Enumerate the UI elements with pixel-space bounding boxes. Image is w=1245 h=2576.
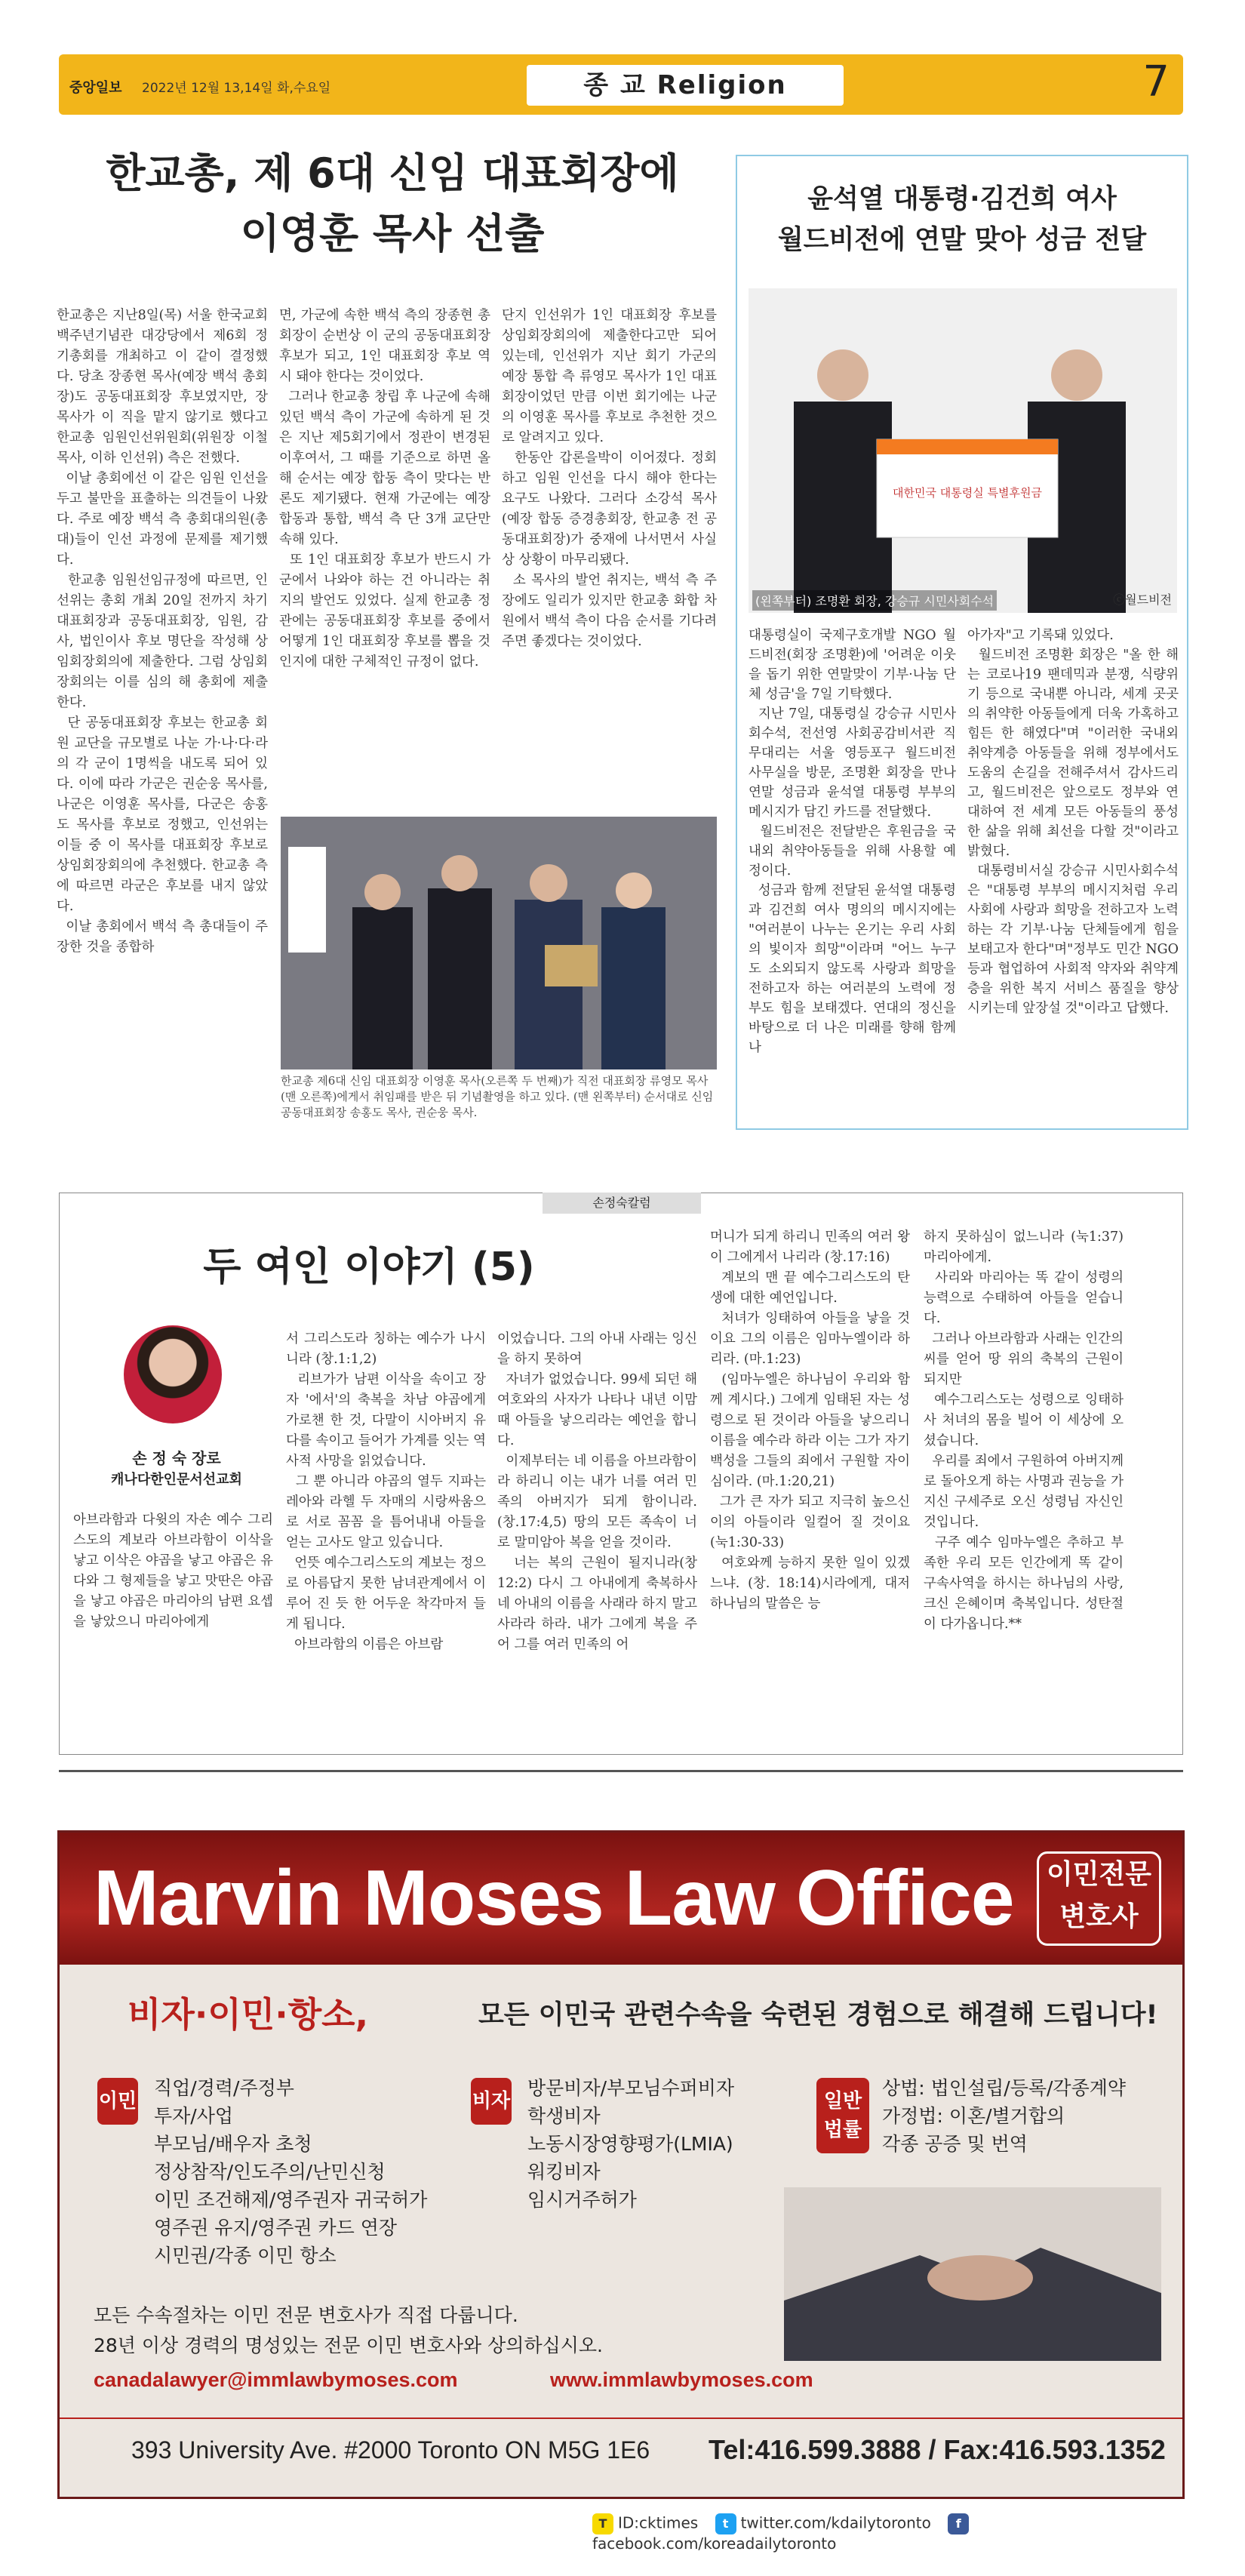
column-col0: 아브라함과 다윗의 자손 예수 그리스도의 계보라 아브라함이 이삭을 낳고 이삭은 야곱을 낳고 야곱은 유다와 그 형제들을 낳고 맛딴은 야곱을 낳고 야곱은 마리아의 남편 요셉을 낳았으니 마리아에게	[73, 1513, 278, 1630]
article1-col1: 한교총은 지난8일(목) 서울 한국교회백주년기념관 대강당에서 제6회 정기총회를 개최하고 이 같이 결정했다. 당초 장종현 목사(예장 백석 총회장)도 공동대표회장 후보였지만, 장 목사가 이 직을 맡지 않기로 했다고 한교총 임원인선위원회(위원장 이철 목사, 이하 인선위) 측은 전했다. 이날 총회에선 이 같은 임원 인선을 두고 불만을 표출하는 의견들이 나왔다. 주로 예장 백석 측 총회대의원(총대)들이 인선 과정에 문제를 제기했다. 한교총 임원선임규정에 따르면, 인선위는 총회 개최 20일 전까지 차기 대표회장과 공동대표회장, 임원, 감사, 법인이사 후보 명단을 작성해 상임회장회의에 제출한다. 그럼 상임회장회의는 이를 심의 해 총회에 제출한다. 단 공동대표회장 후보는 한교총 회원 교단을 규모별로 나눈 가·나·다·라의 각 군이 1명씩을 내도록 되어 있다. 이에 따라 가군은 권순웅 목사를, 나군은 이영훈 목사를, 다군은 송홍도 목사를 후보로 정했고, 인선위는 이들 중 이 목사를 대표회장 후보로 상임회장회의에 추천했다. 한교총 측에 따르면 라군은 후보를 내지 않았다. 이날 총회에서 백석 측 총대들이 주장한 것을 종합하	[57, 308, 268, 955]
column-col1: 서 그리스도라 칭하는 예수가 나시니라 (창.1:1,2) 리브가가 남편 이삭을 속이고 장자 '에서'의 축복을 차남 야곱에게 가로챈 한 것, 다말이 시아버지 유다를 속이고 들어가 가계를 잇는 역사적 사망을 읽었습니다. 그 뿐 아니라 야곱의 열두 지파는 레아와 라헬 두 자매의 시랑싸움으로 서로 꼼꼼 을 틈어내내 아들을 얻는 고사도 알고 있습니다. 언뜻 예수그리스도의 계보는 정으로 아름답지 못한 남녀관계에서 이루어 진 듯 한 어두운 착각마저 들게 됩니다. 아브라함의 이름은 아브람	[286, 1331, 486, 1652]
ad-banner	[60, 1833, 1182, 1965]
author-church: 캐나다한인문서선교회	[111, 1472, 242, 1488]
article1-title-line2: 이영훈 목사 선출	[240, 210, 545, 257]
law-office-ad	[57, 1830, 1185, 2499]
article2-title-line2: 월드비전에 연말 맞아 성금 전달	[777, 225, 1147, 255]
ad-badge	[1037, 1851, 1161, 1946]
column-label: 손정숙칼럼	[543, 1193, 701, 1214]
column-title: 두 여인 이야기 (5)	[203, 1245, 535, 1290]
article1-col3: 단지 인선위가 1인 대표회장 후보를 상임회장회의에 제출한다고만 되어 있는데, 인선위가 지난 회기 가군의 예장 통합 측 류영모 목사가 1인 대표회장이었던 만큼 이번 회기에는 나군의 이영훈 목사를 후보로 추천한 것으로 알려지고 있다. 한동안 갑론을박이 이어졌다. 정회하고 임원 인선을 다시 해야 한다는 요구도 나왔다. 그러다 소강석 목사(예장 합동 증경총회장, 한교총 전 공동대표회장)가 중재에 나서면서 사실상 상황이 마무리됐다. 소 목사의 발언 취지는, 백석 측 주장에도 일리가 있지만 한교총 화합 차원에서 백석 측이 다음 순서를 기다려주면 좋겠다는 것이었다.	[502, 308, 717, 649]
kakaotalk-icon: T	[592, 2513, 613, 2534]
article2-box	[736, 155, 1188, 1130]
column-col4: 하지 못하심이 없느니라 (눅1:37)마리아에게. 사리와 마리아는 똑 같이 성령의 능력으로 수태하여 아들을 얻습니다. 그러나 아브라함과 사래는 인간의 씨를 얻어 땅 위의 축복의 근원이 되지만 예수그리스도는 성령으로 잉태하사 처녀의 몸을 빌어 이 세상에 오셨습니다. 우리를 죄에서 구원하여 아버지께로 돌아오게 하는 사명과 권능을 가지신 구세주로 오신 성령님 자신인 것입니다. 구주 예수 임마누엘은 추하고 부족한 우리 모든 인간에게 똑 같이 구속사역을 하시는 하나님의 사랑, 크신 은혜이며 축복입니다. 성탄절이 다가옵니다.**	[924, 1230, 1124, 1632]
article2-caption-left: (왼쪽부터) 조명환 회장, 강승규 시민사회수석	[752, 590, 997, 611]
kakao-id[interactable]: ID:cktimes	[618, 2513, 699, 2532]
list-general-law: 상법: 법인설립/등록/각종계약 가정법: 이혼/별거합의 각종 공증 및 번역	[882, 2077, 1127, 2155]
ad-headline-red: 비자·이민·항소,	[128, 1994, 369, 2035]
page-header	[59, 54, 1183, 115]
article1-col2: 면, 가군에 속한 백석 측의 장종현 총회장이 순번상 이 군의 공동대표회장 후보가 되고, 1인 대표회장 후보 역시 돼야 한다는 것이었다. 그러나 한교총 창립 후 나군에 속해 있던 백석 측이 가군에 속하게 된 것은 지난 제5회기에서 정관이 변경된 이후여서, 그 때를 기준으로 하면 올해 순서는 예장 합동 측이 맞다는 반론도 제기됐다. 현재 가군에는 예장 합동과 통합, 백석 측 단 3개 교단만 속해 있다. 또 1인 대표회장 후보가 반드시 가군에서 나와야 하는 건 아니라는 취지의 발언도 있었다. 실제 한교총 정관에는 공동대표회장 후보를 중에서 어떻게 1인 대표회장 후보를 뽑을 것인지에 대한 구체적인 규정이 없다.	[279, 308, 490, 669]
article1-photo	[281, 817, 717, 1069]
column-col3: 머니가 되게 하리니 민족의 여러 왕이 그에게서 나리라 (창.17:16) 계보의 맨 끝 예수그리스도의 탄생에 대한 예언입니다. 처녀가 잉태하여 아들을 낳을 것이요 그의 이름은 임마누엘이라 하리라. (마.1:23) (임마누엘은 하나님이 우리와 함께 계시다.) 그에게 임태된 자는 성령으로 된 것이라 아들을 낳으리니 이름을 예수라 하라 이는 그가 자기백성을 그들의 죄에서 구원할 자이심이라. (마.1:20,21) 그가 큰 자가 되고 지극히 높으신 이의 아들이라 일컬어 질 것이요(눅1:30-33) 여호와께 능하지 못한 일이 있겠느냐. (창. 18:14)시라에게, 대저 하나님의 말씀은 능	[710, 1230, 910, 1611]
article2-col2: 아가자"고 기록돼 있었다. 월드비전 조명환 회장은 "올 한 해는 코로나19 팬데믹과 분쟁, 식량위기 등으로 국내뿐 아니라, 세계 곳곳의 취약한 아동들에게 더욱 가혹하고 힘든 한 해였다"며 "이러한 국내외 취약계층 아동들을 위해 정부에서도 도움의 손길을 전해주셔서 감사드리고, 월드비전은 앞으로도 정부와 연대하여 전 세계 모든 아동들의 풍성한 삶을 위해 최선을 다할 것"이라고 밝혔다. 대통령비서실 강승규 시민사회수석은 "대통령 부부의 메시지처럼 우리 사회에 사랑과 희망을 전하고자 노력하는 각 기부·나눔 단체들에게 힘을 보태고자 한다"며"정부도 민간 NGO 등과 협업하여 사회적 약자와 취약계층을 위한 복지 서비스 품질을 향상시키는데 앞장설 것"이라고 답했다.	[967, 628, 1179, 1016]
ad-title: Marvin Moses Law Office	[94, 1854, 1014, 1942]
article2-caption-right: ⓒ월드비전	[1113, 592, 1172, 607]
ad-address: 393 University Ave. #2000 Toronto ON M5G 1E6	[131, 2436, 650, 2464]
ad-phone: Tel:416.599.3888 / Fax:416.593.1352	[709, 2434, 1166, 2465]
article2-title-line1: 윤석열 대통령·김건희 여사	[807, 184, 1117, 214]
ad-email-link[interactable]: canadalawyer@immlawbymoses.com	[94, 2368, 458, 2391]
article2-photo	[749, 288, 1177, 613]
ad-divider	[60, 2418, 1182, 2419]
ad-note1: 모든 수속절차는 이민 전문 변호사가 직접 다룹니다.	[94, 2304, 518, 2326]
column-section	[59, 1193, 1183, 1755]
ad-badge-line1: 이민전문	[1046, 1859, 1152, 1890]
ad-web-link[interactable]: www.immlawbymoses.com	[550, 2368, 813, 2391]
article1-caption: 한교총 제6대 신임 대표회장 이영훈 목사(오른쪽 두 번째)가 직전 대표회장 류영모 목사(맨 오른쪽)에게서 취임패를 받은 뒤 기념촬영을 하고 있다. (맨 왼쪽부터) 순서대로 신임 공동대표회장 송홍도 목사, 권순웅 목사.	[281, 1074, 714, 1119]
facebook-icon: f	[948, 2513, 969, 2534]
tag-immigration: 이민	[97, 2078, 138, 2125]
article1-title	[68, 143, 717, 264]
article1-title-line1: 한교총, 제 6대 신임 대표회장에	[106, 149, 679, 197]
ceremony-photo-icon	[281, 817, 717, 1069]
column-col2: 이었습니다. 그의 아내 사래는 잉신을 하지 못하여 자녀가 없었습니다. 99세 되던 해 여호와의 사자가 나타나 내년 이맘때 아들을 낳으리라는 예언을 합니다. 이제부터는 네 이름을 아브라함이라 하리니 이는 내가 너를 여러 민족의 아버지가 되게 함이니라. (창.17:4,5) 땅의 모든 족속이 너로 말미암아 복을 얻을 것이라. 너는 복의 근원이 될지니라(창 12:2) 다시 그 아내에게 축복하사 네 아내의 이름을 사래라 하지 말고 사라라 하라. 내가 그에게 복을 주어 그를 여러 민족의 어	[497, 1331, 697, 1652]
list-immigration: 직업/경력/주정부 투자/사업 부모님/배우자 초청 정상참작/인도주의/난민신청 이민 조건해제/영주권자 귀국허가 영주권 유지/영주권 카드 연장 시민권/각종 이민 항소	[154, 2077, 428, 2267]
facebook-link[interactable]: facebook.com/koreadailytoronto	[592, 2534, 837, 2553]
section-title: 종 교 Religion	[527, 65, 844, 106]
donation-photo-icon	[749, 288, 1177, 613]
ad-badge-line2: 변호사	[1059, 1901, 1139, 1932]
photo-sign-text: 대한민국 대통령실 특별후원금	[893, 486, 1042, 500]
handshake-icon	[784, 2187, 1161, 2361]
newspaper-logo: 중앙일보	[69, 80, 122, 96]
twitter-link[interactable]: twitter.com/kdailytoronto	[740, 2513, 931, 2532]
author-photo	[124, 1325, 222, 1423]
social-footer	[592, 2513, 1181, 2553]
ad-note2: 28년 이상 경력의 명성있는 전문 이민 변호사와 상의하십시오.	[94, 2334, 603, 2356]
twitter-icon: t	[715, 2513, 736, 2534]
page-number: 7	[1142, 57, 1170, 106]
article2-title	[737, 179, 1187, 260]
ad-headline-black: 모든 이민국 관련수속을 숙련된 경험으로 해결해 드립니다!	[478, 2000, 1158, 2030]
article2-col1: 대통령실이 국제구호개발 NGO 월드비전(회장 조명환)에 '어려운 이웃을 돕기 위한 연말맞이 기부·나눔 단체 성금'을 7일 기탁했다. 지난 7일, 대통령실 강승규 시민사회수석, 전선영 사회공감비서관 직무대리는 서울 영등포구 월드비전 사무실을 방문, 조명환 회장을 만나 연말 성금과 윤석열 대통령 부부의 메시지가 담긴 카드를 전달했다. 월드비전은 전달받은 후원금을 국내외 취약아동들을 위해 사용할 예정이다. 성금과 함께 전달된 윤석열 대통령과 김건희 여사 명의의 메시지에는 "여러분이 나누는 온기는 우리 사회의 빛이자 희망"이라며 "어느 누구도 소외되지 않도록 사랑과 희망을 전하고자 하는 여러분의 노력에 정부도 힘을 보태겠다. 연대의 정신을 바탕으로 더 나은 미래를 향해 함께 나	[749, 628, 956, 1055]
list-visa: 방문비자/부모님수퍼비자 학생비자 노동시장영향평가(LMIA) 워킹비자 임시거주허가	[527, 2077, 735, 2211]
tag-general-law: 일반법률	[816, 2078, 869, 2153]
tag-visa: 비자	[471, 2078, 512, 2125]
issue-date: 2022년 12월 13,14일 화,수요일	[142, 81, 331, 96]
section-divider	[59, 1770, 1183, 1772]
author-name: 손 정 숙 장로	[132, 1449, 221, 1467]
